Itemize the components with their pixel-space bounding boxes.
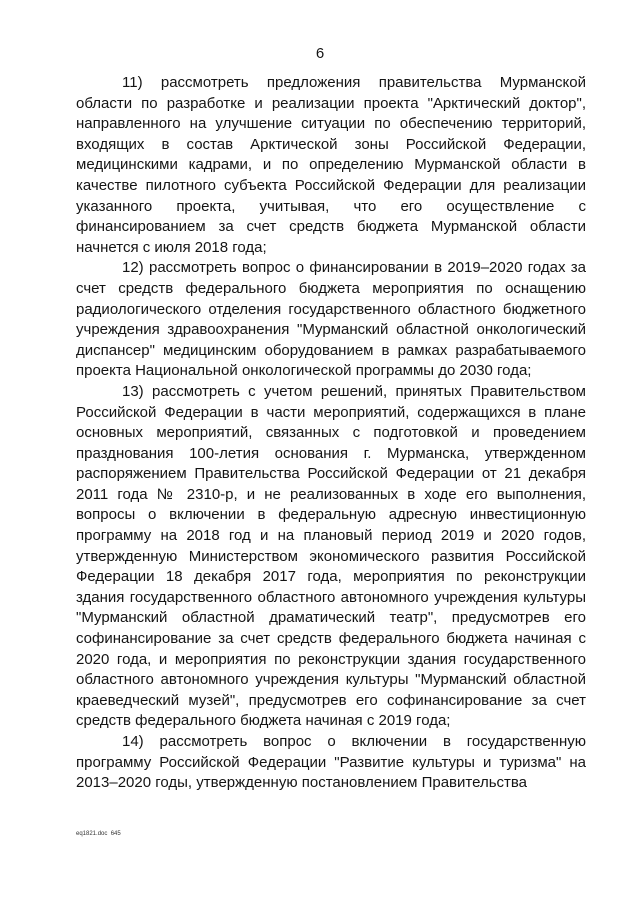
document-body: [76, 73, 586, 794]
paragraph-item-11: 11) рассмотреть предложения правительства Мурманской области по разработке и реализации проекта "Арктический доктор", направленного на улучшение ситуации по обеспечению территорий, входящих в состав Арктической зоны Российской Федерации, медицинскими кадрами, и по определению Мурманской области в качестве пилотного субъекта Российской Федерации для реализации указанного проекта, учитывая, что его осуществление с финансированием за счет средств бюджета Мурманской области начнется с июля 2018 года;: [76, 74, 586, 256]
paragraph-item-13: 13) рассмотреть с учетом решений, принятых Правительством Российской Федерации в части мероприятий, содержащихся в плане основных мероприятий, связанных с подготовкой и проведением празднования 100-летия основания г. Мурманска, утвержденном распоряжением Правительства Российской Федерации от 21 декабря 2011 года № 2310-р, и не реализованных в ходе его выполнения, вопросы о включении в федеральную адресную инвестиционную программу на 2018 год и на плановый период 2019 и 2020 годов, утвержденную Министерством экономического развития Российской Федерации 18 декабря 2017 года, мероприятия по реконструкции здания государственного областного автономного учреждения культуры "Мурманский областной драматический театр", предусмотрев его софинансирование за счет средств федерального бюджета начиная с 2020 года, и мероприятия по реконструкции здания государственного областного автономного учреждения культуры "Мурманский областной краеведческий музей", предусмотрев его софинансирование за счет средств федерального бюджета начиная с 2019 года;: [76, 382, 586, 730]
page-number: 6: [315, 45, 325, 62]
paragraph-item-14: 14) рассмотреть вопрос о включении в государственную программу Российской Федерации "Развитие культуры и туризма" на 2013–2020 годы, утвержденную постановлением Правительства: [76, 733, 586, 792]
paragraph-item-12: 12) рассмотреть вопрос о финансировании в 2019–2020 годах за счет средств федерального бюджета мероприятия по оснащению радиологического отделения государственного областного бюджетного учреждения здравоохранения "Мурманский областной онкологический диспансер" медицинским оборудованием в рамках разрабатываемого проекта Национальной онкологической программы до 2030 года;: [76, 259, 586, 380]
footer-code: 645: [110, 831, 121, 837]
footer-filename: eq1821.doc: [76, 831, 108, 837]
document-footer: [76, 830, 121, 838]
